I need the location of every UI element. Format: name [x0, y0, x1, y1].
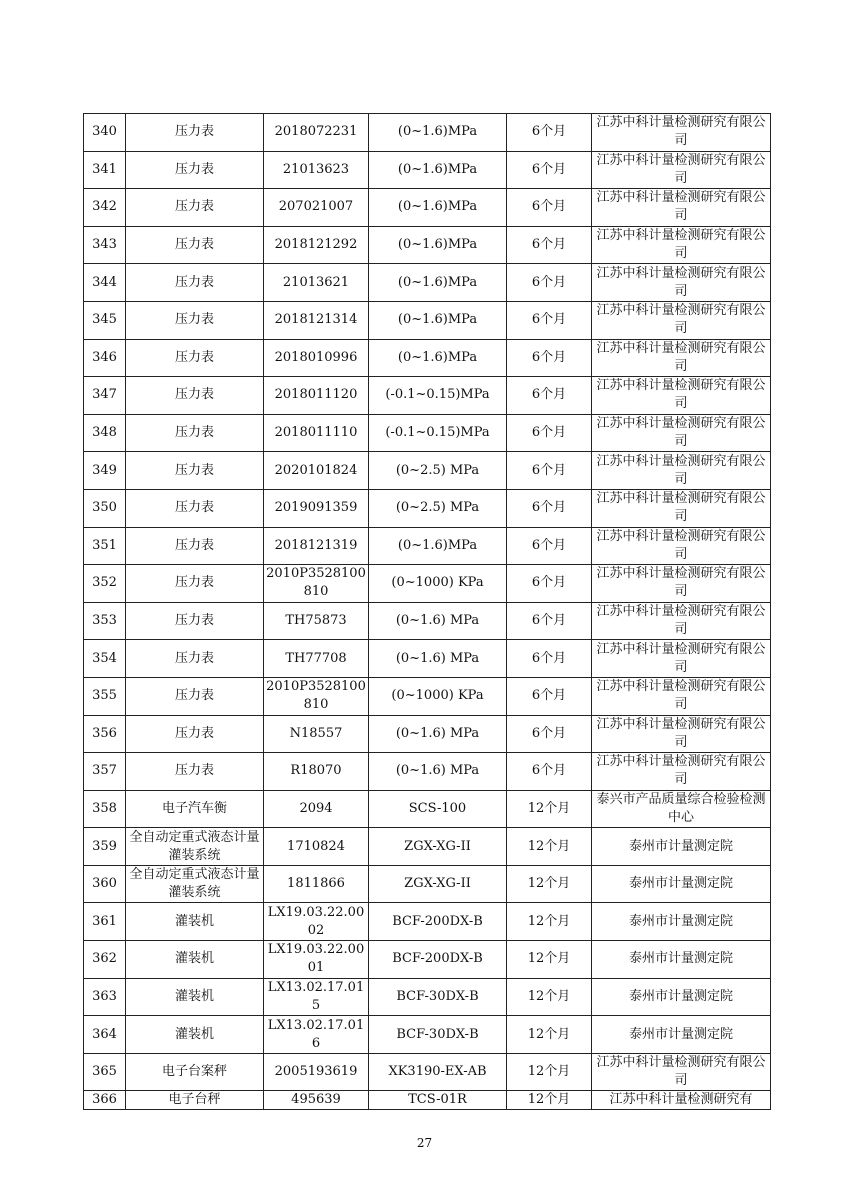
- calibration-org-cell: 泰州市计量测定院: [592, 941, 771, 979]
- row-number-cell: 347: [84, 377, 126, 415]
- serial-number-cell: 2019091359: [264, 489, 369, 527]
- table-row: [84, 677, 771, 715]
- range-spec-cell: ZGX-XG-II: [369, 865, 507, 903]
- serial-number-cell: TH75873: [264, 602, 369, 640]
- range-spec-cell: (0~1.6)MPa: [369, 264, 507, 302]
- table-row: [84, 189, 771, 227]
- row-number-cell: 366: [84, 1091, 126, 1110]
- instrument-name-cell: 全自动定重式液态计量灌装系统: [126, 865, 264, 903]
- row-number-cell: 358: [84, 790, 126, 828]
- range-spec-cell: (0~1.6)MPa: [369, 114, 507, 152]
- row-number-cell: 348: [84, 414, 126, 452]
- serial-number-cell: R18070: [264, 753, 369, 791]
- calibration-cycle-cell: 6个月: [507, 489, 592, 527]
- instrument-name-cell: 压力表: [126, 677, 264, 715]
- table-row: [84, 414, 771, 452]
- calibration-cycle-cell: 12个月: [507, 941, 592, 979]
- calibration-org-cell: 江苏中科计量检测研究有限公司: [592, 301, 771, 339]
- calibration-cycle-cell: 6个月: [507, 151, 592, 189]
- instrument-name-cell: 压力表: [126, 753, 264, 791]
- calibration-cycle-cell: 6个月: [507, 640, 592, 678]
- calibration-org-cell: 江苏中科计量检测研究有限公司: [592, 1053, 771, 1091]
- serial-number-cell: 495639: [264, 1091, 369, 1110]
- calibration-cycle-cell: 12个月: [507, 828, 592, 866]
- table-row: [84, 1091, 771, 1110]
- serial-number-cell: 2005193619: [264, 1053, 369, 1091]
- row-number-cell: 350: [84, 489, 126, 527]
- serial-number-cell: 2018121319: [264, 527, 369, 565]
- calibration-cycle-cell: 12个月: [507, 790, 592, 828]
- row-number-cell: 352: [84, 565, 126, 603]
- instrument-name-cell: 压力表: [126, 264, 264, 302]
- calibration-cycle-cell: 6个月: [507, 414, 592, 452]
- serial-number-cell: 2018121314: [264, 301, 369, 339]
- serial-number-cell: 2018011110: [264, 414, 369, 452]
- table-row: [84, 151, 771, 189]
- range-spec-cell: (0~2.5) MPa: [369, 489, 507, 527]
- calibration-org-cell: 江苏中科计量检测研究有限公司: [592, 114, 771, 152]
- range-spec-cell: (0~2.5) MPa: [369, 452, 507, 490]
- instrument-name-cell: 压力表: [126, 602, 264, 640]
- row-number-cell: 364: [84, 1016, 126, 1054]
- range-spec-cell: (0~1.6)MPa: [369, 226, 507, 264]
- calibration-org-cell: 江苏中科计量检测研究有限公司: [592, 565, 771, 603]
- row-number-cell: 343: [84, 226, 126, 264]
- instrument-name-cell: 灌装机: [126, 941, 264, 979]
- calibration-org-cell: 江苏中科计量检测研究有: [592, 1091, 771, 1110]
- row-number-cell: 361: [84, 903, 126, 941]
- row-number-cell: 355: [84, 677, 126, 715]
- calibration-cycle-cell: 12个月: [507, 865, 592, 903]
- calibration-cycle-cell: 12个月: [507, 978, 592, 1016]
- row-number-cell: 357: [84, 753, 126, 791]
- table-row: [84, 941, 771, 979]
- row-number-cell: 362: [84, 941, 126, 979]
- row-number-cell: 345: [84, 301, 126, 339]
- row-number-cell: 363: [84, 978, 126, 1016]
- serial-number-cell: LX13.02.17.016: [264, 1016, 369, 1054]
- range-spec-cell: XK3190-EX-AB: [369, 1053, 507, 1091]
- serial-number-cell: 2010P3528100810: [264, 677, 369, 715]
- range-spec-cell: BCF-200DX-B: [369, 903, 507, 941]
- calibration-org-cell: 江苏中科计量检测研究有限公司: [592, 602, 771, 640]
- range-spec-cell: (0~1.6)MPa: [369, 339, 507, 377]
- instrument-name-cell: 压力表: [126, 226, 264, 264]
- instrument-name-cell: 压力表: [126, 114, 264, 152]
- table-row: [84, 489, 771, 527]
- serial-number-cell: 1710824: [264, 828, 369, 866]
- calibration-cycle-cell: 6个月: [507, 602, 592, 640]
- serial-number-cell: 1811866: [264, 865, 369, 903]
- range-spec-cell: ZGX-XG-II: [369, 828, 507, 866]
- serial-number-cell: LX19.03.22.0001: [264, 941, 369, 979]
- calibration-cycle-cell: 6个月: [507, 339, 592, 377]
- table-row: [84, 602, 771, 640]
- table-row: [84, 865, 771, 903]
- calibration-cycle-cell: 12个月: [507, 903, 592, 941]
- table-row: [84, 640, 771, 678]
- serial-number-cell: 21013621: [264, 264, 369, 302]
- calibration-org-cell: 江苏中科计量检测研究有限公司: [592, 489, 771, 527]
- table-row: [84, 377, 771, 415]
- instrument-name-cell: 电子台案秤: [126, 1053, 264, 1091]
- instrument-name-cell: 压力表: [126, 715, 264, 753]
- calibration-cycle-cell: 12个月: [507, 1053, 592, 1091]
- calibration-org-cell: 江苏中科计量检测研究有限公司: [592, 452, 771, 490]
- instrument-table: [83, 113, 771, 1110]
- calibration-cycle-cell: 6个月: [507, 114, 592, 152]
- calibration-cycle-cell: 6个月: [507, 715, 592, 753]
- serial-number-cell: TH77708: [264, 640, 369, 678]
- table-row: [84, 264, 771, 302]
- row-number-cell: 349: [84, 452, 126, 490]
- calibration-cycle-cell: 6个月: [507, 527, 592, 565]
- calibration-cycle-cell: 6个月: [507, 452, 592, 490]
- table-row: [84, 114, 771, 152]
- calibration-org-cell: 泰州市计量测定院: [592, 828, 771, 866]
- calibration-org-cell: 泰州市计量测定院: [592, 1016, 771, 1054]
- instrument-name-cell: 压力表: [126, 414, 264, 452]
- instrument-name-cell: 压力表: [126, 151, 264, 189]
- serial-number-cell: 2018011120: [264, 377, 369, 415]
- range-spec-cell: (0~1.6)MPa: [369, 301, 507, 339]
- serial-number-cell: 2020101824: [264, 452, 369, 490]
- range-spec-cell: (0~1.6) MPa: [369, 715, 507, 753]
- row-number-cell: 356: [84, 715, 126, 753]
- table-row: [84, 339, 771, 377]
- range-spec-cell: (0~1.6)MPa: [369, 189, 507, 227]
- calibration-org-cell: 江苏中科计量检测研究有限公司: [592, 753, 771, 791]
- table-row: [84, 1053, 771, 1091]
- table-row: [84, 301, 771, 339]
- row-number-cell: 344: [84, 264, 126, 302]
- instrument-name-cell: 压力表: [126, 452, 264, 490]
- table-row: [84, 753, 771, 791]
- table-row: [84, 715, 771, 753]
- calibration-org-cell: 江苏中科计量检测研究有限公司: [592, 339, 771, 377]
- row-number-cell: 354: [84, 640, 126, 678]
- range-spec-cell: BCF-30DX-B: [369, 1016, 507, 1054]
- serial-number-cell: 2018072231: [264, 114, 369, 152]
- row-number-cell: 351: [84, 527, 126, 565]
- serial-number-cell: 2010P3528100810: [264, 565, 369, 603]
- instrument-name-cell: 压力表: [126, 377, 264, 415]
- table-body: [84, 114, 771, 1110]
- range-spec-cell: (0~1.6) MPa: [369, 640, 507, 678]
- range-spec-cell: TCS-01R: [369, 1091, 507, 1110]
- calibration-org-cell: 江苏中科计量检测研究有限公司: [592, 226, 771, 264]
- range-spec-cell: (0~1.6)MPa: [369, 527, 507, 565]
- instrument-name-cell: 压力表: [126, 489, 264, 527]
- row-number-cell: 353: [84, 602, 126, 640]
- instrument-name-cell: 压力表: [126, 527, 264, 565]
- calibration-org-cell: 泰州市计量测定院: [592, 865, 771, 903]
- calibration-org-cell: 泰兴市产品质量综合检验检测中心: [592, 790, 771, 828]
- serial-number-cell: LX19.03.22.0002: [264, 903, 369, 941]
- table-row: [84, 527, 771, 565]
- range-spec-cell: BCF-30DX-B: [369, 978, 507, 1016]
- instrument-name-cell: 灌装机: [126, 903, 264, 941]
- serial-number-cell: 2018121292: [264, 226, 369, 264]
- table-row: [84, 226, 771, 264]
- range-spec-cell: (0~1.6) MPa: [369, 753, 507, 791]
- serial-number-cell: LX13.02.17.015: [264, 978, 369, 1016]
- table-row: [84, 790, 771, 828]
- calibration-cycle-cell: 12个月: [507, 1016, 592, 1054]
- row-number-cell: 360: [84, 865, 126, 903]
- calibration-org-cell: 江苏中科计量检测研究有限公司: [592, 527, 771, 565]
- instrument-name-cell: 灌装机: [126, 978, 264, 1016]
- table-row: [84, 1016, 771, 1054]
- calibration-org-cell: 江苏中科计量检测研究有限公司: [592, 715, 771, 753]
- range-spec-cell: SCS-100: [369, 790, 507, 828]
- calibration-org-cell: 泰州市计量测定院: [592, 903, 771, 941]
- range-spec-cell: BCF-200DX-B: [369, 941, 507, 979]
- range-spec-cell: (0~1.6) MPa: [369, 602, 507, 640]
- range-spec-cell: (-0.1~0.15)MPa: [369, 377, 507, 415]
- row-number-cell: 365: [84, 1053, 126, 1091]
- calibration-org-cell: 江苏中科计量检测研究有限公司: [592, 640, 771, 678]
- table-row: [84, 565, 771, 603]
- serial-number-cell: 21013623: [264, 151, 369, 189]
- calibration-cycle-cell: 6个月: [507, 377, 592, 415]
- instrument-name-cell: 压力表: [126, 301, 264, 339]
- instrument-name-cell: 压力表: [126, 189, 264, 227]
- table-row: [84, 452, 771, 490]
- calibration-org-cell: 江苏中科计量检测研究有限公司: [592, 377, 771, 415]
- row-number-cell: 341: [84, 151, 126, 189]
- serial-number-cell: N18557: [264, 715, 369, 753]
- calibration-cycle-cell: 6个月: [507, 677, 592, 715]
- instrument-name-cell: 灌装机: [126, 1016, 264, 1054]
- row-number-cell: 346: [84, 339, 126, 377]
- calibration-org-cell: 江苏中科计量检测研究有限公司: [592, 151, 771, 189]
- table-row: [84, 978, 771, 1016]
- calibration-cycle-cell: 6个月: [507, 189, 592, 227]
- range-spec-cell: (0~1000) KPa: [369, 565, 507, 603]
- row-number-cell: 342: [84, 189, 126, 227]
- table-row: [84, 828, 771, 866]
- instrument-name-cell: 压力表: [126, 640, 264, 678]
- calibration-cycle-cell: 6个月: [507, 753, 592, 791]
- calibration-cycle-cell: 12个月: [507, 1091, 592, 1110]
- range-spec-cell: (0~1.6)MPa: [369, 151, 507, 189]
- instrument-name-cell: 全自动定重式液态计量灌装系统: [126, 828, 264, 866]
- row-number-cell: 359: [84, 828, 126, 866]
- calibration-cycle-cell: 6个月: [507, 565, 592, 603]
- serial-number-cell: 2094: [264, 790, 369, 828]
- calibration-org-cell: 江苏中科计量检测研究有限公司: [592, 189, 771, 227]
- serial-number-cell: 2018010996: [264, 339, 369, 377]
- instrument-name-cell: 压力表: [126, 339, 264, 377]
- page-number: 27: [416, 1136, 433, 1150]
- instrument-name-cell: 电子台秤: [126, 1091, 264, 1110]
- table-row: [84, 903, 771, 941]
- range-spec-cell: (-0.1~0.15)MPa: [369, 414, 507, 452]
- calibration-org-cell: 江苏中科计量检测研究有限公司: [592, 264, 771, 302]
- calibration-org-cell: 江苏中科计量检测研究有限公司: [592, 414, 771, 452]
- calibration-cycle-cell: 6个月: [507, 301, 592, 339]
- instrument-name-cell: 压力表: [126, 565, 264, 603]
- row-number-cell: 340: [84, 114, 126, 152]
- calibration-org-cell: 江苏中科计量检测研究有限公司: [592, 677, 771, 715]
- instrument-name-cell: 电子汽车衡: [126, 790, 264, 828]
- calibration-cycle-cell: 6个月: [507, 226, 592, 264]
- serial-number-cell: 207021007: [264, 189, 369, 227]
- calibration-cycle-cell: 6个月: [507, 264, 592, 302]
- calibration-org-cell: 泰州市计量测定院: [592, 978, 771, 1016]
- range-spec-cell: (0~1000) KPa: [369, 677, 507, 715]
